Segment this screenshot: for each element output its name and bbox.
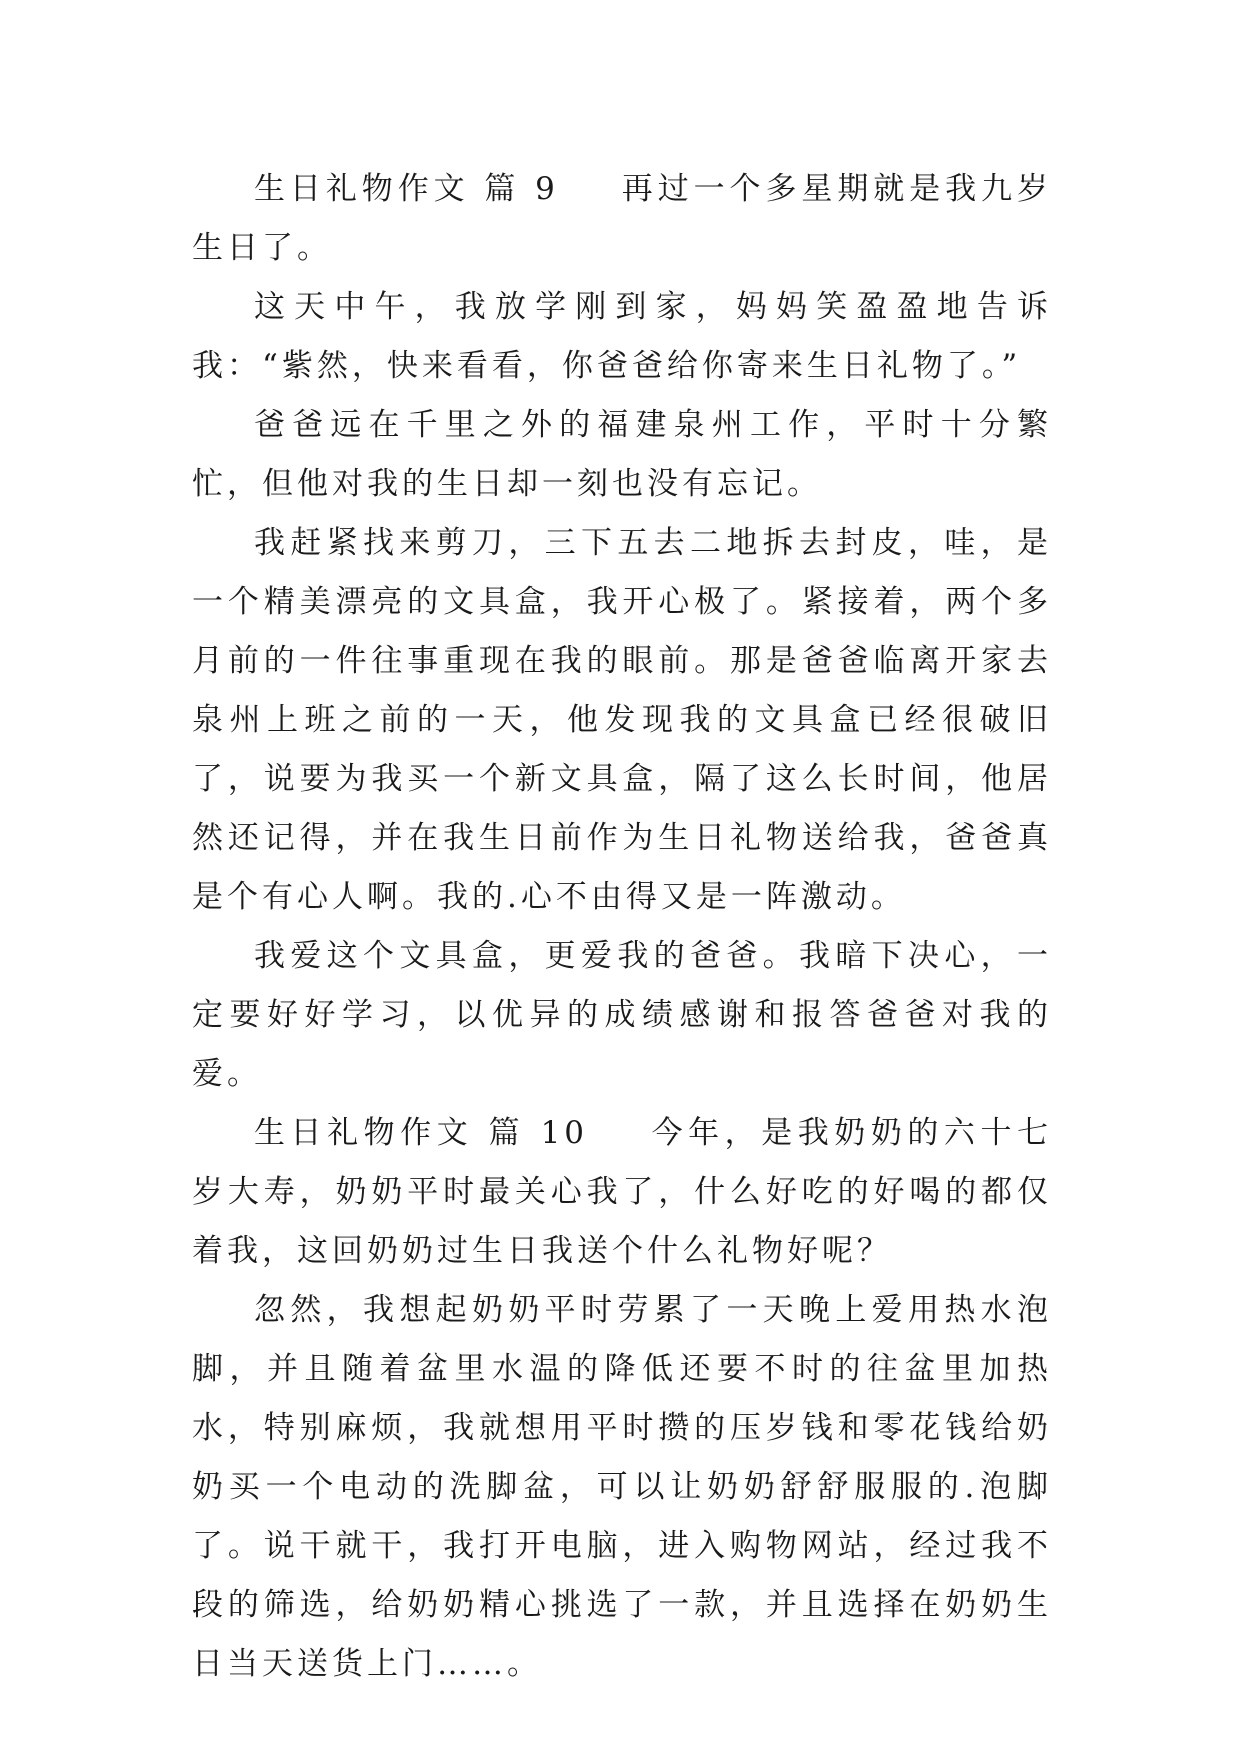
essay9-paragraph: 爸爸远在千里之外的福建泉州工作，平时十分繁忙，但他对我的生日却一刻也没有忘记。 (192, 407, 1052, 502)
essay10-first-sentence: 今年，是我奶奶的六十七岁大寿，奶奶平时最关心我了，什么好吃的好喝的都仅着我，这回奶奶过生日我送个什么礼物好呢？ (192, 1115, 1053, 1269)
essay9-paragraph: 我赶紧找来剪刀，三下五去二地拆去封皮，哇，是一个精美漂亮的文具盒，我开心极了。紧接着，两个多月前的一件往事重现在我的眼前。那是爸爸临离开家去泉州上班之前的一天，他发现我的文具盒已经很破旧了，说要为我买一个新文具盒，隔了这么长时间，他居然还记得，并在我生日前作为生日礼物送给我，爸爸真是个有心人啊。我的.心不由得又是一阵激动。 (192, 525, 1052, 915)
essay9-intro-paragraph (192, 160, 1052, 278)
essay-text (192, 160, 1052, 1694)
essay9-paragraph: 我爱这个文具盒，更爱我的爸爸。我暗下决心，一定要好好学习，以优异的成绩感谢和报答爸爸对我的爱。 (192, 938, 1052, 1092)
essay9-paragraph: 这天中午，我放学刚到家，妈妈笑盈盈地告诉我：“紫然，快来看看，你爸爸给你寄来生日礼物了。” (192, 289, 1052, 384)
essay9-heading: 生日礼物作文 篇 9 (254, 171, 559, 207)
essay10-intro-paragraph (192, 1104, 1052, 1281)
essay9-first-sentence: 再过一个多星期就是我九岁生日了。 (192, 171, 1053, 266)
essay10-paragraph: 忽然，我想起奶奶平时劳累了一天晚上爱用热水泡脚，并且随着盆里水温的降低还要不时的往盆里加热水，特别麻烦，我就想用平时攒的压岁钱和零花钱给奶奶买一个电动的洗脚盆，可以让奶奶舒舒服服的.泡脚了。说干就干，我打开电脑，进入购物网站，经过我不段的筛选，给奶奶精心挑选了一款，并且选择在奶奶生日当天送货上门……。 (192, 1292, 1052, 1682)
essay10-heading: 生日礼物作文 篇 10 (254, 1115, 589, 1151)
